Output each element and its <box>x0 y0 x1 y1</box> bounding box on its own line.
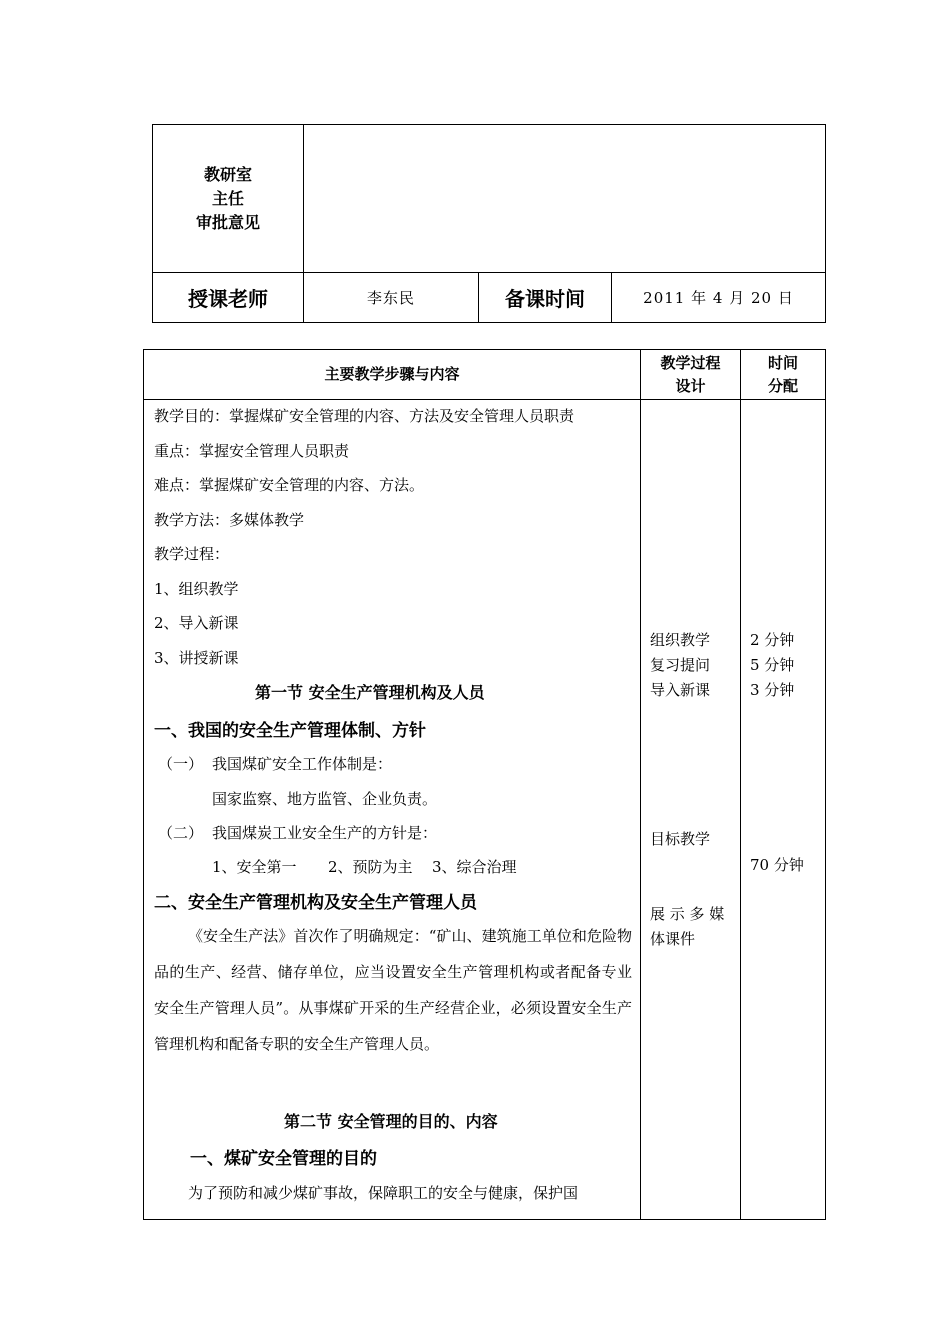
line-difficulty: 难点：掌握煤矿安全管理的内容、方法。 <box>154 476 425 494</box>
principle-1: 1、安全第一 <box>212 858 297 876</box>
time-5-min: 5 分钟 <box>750 656 795 674</box>
sub-2-number: （二） <box>158 824 204 842</box>
approval-table <box>152 124 826 323</box>
heading-3: 一、煤矿安全管理的目的 <box>190 1149 377 1169</box>
approval-opinion-cell[interactable] <box>304 125 826 273</box>
line-step-2: 2、导入新课 <box>154 614 239 632</box>
time-2-min: 2 分钟 <box>750 631 795 649</box>
approval-label-line-2: 主任 <box>211 188 244 208</box>
header-time <box>741 350 826 400</box>
prep-date: 2011 年 4 月 20 日 <box>612 273 826 323</box>
line-goal: 教学目的：掌握煤矿安全管理的内容、方法及安全管理人员职责 <box>154 407 575 425</box>
process-organize: 组织教学 <box>650 631 711 649</box>
process-show-line-2: 体课件 <box>650 930 696 948</box>
time-3-min: 3 分钟 <box>750 681 795 699</box>
approval-label-line-1: 教研室 <box>203 164 252 184</box>
heading-1: 一、我国的安全生产管理体制、方针 <box>154 721 426 741</box>
time-cell <box>741 400 826 1220</box>
line-key: 重点：掌握安全管理人员职责 <box>154 442 350 460</box>
section-1-title: 第一节 安全生产管理机构及人员 <box>255 683 485 702</box>
approval-label-line-3: 审批意见 <box>195 212 260 232</box>
teacher-label: 授课老师 <box>153 273 304 323</box>
teacher-name: 李东民 <box>304 273 479 323</box>
header-process-line-1: 教学过程 <box>660 353 721 372</box>
process-target: 目标教学 <box>650 830 711 848</box>
process-show-line-1: 展 示 多 媒 <box>650 905 725 923</box>
header-process-line-2: 设计 <box>675 376 706 395</box>
sub-1-text: 我国煤矿安全工作体制是： <box>212 755 393 773</box>
sub-2-text: 我国煤炭工业安全生产的方针是： <box>212 824 438 842</box>
header-main: 主要教学步骤与内容 <box>144 350 641 400</box>
section-2-title: 第二节 安全管理的目的、内容 <box>284 1112 498 1131</box>
prep-time-label: 备课时间 <box>479 273 612 323</box>
process-cell <box>641 400 741 1220</box>
process-review: 复习提问 <box>650 656 711 674</box>
sub-1-number: （一） <box>158 755 204 773</box>
sub-1-detail: 国家监察、地方监管、企业负责。 <box>212 790 438 808</box>
paragraph-purpose: 为了预防和减少煤矿事故，保障职工的安全与健康，保护国 <box>188 1184 579 1202</box>
line-step-1: 1、组织教学 <box>154 580 239 598</box>
principle-3: 3、综合治理 <box>432 858 517 876</box>
process-intro: 导入新课 <box>650 681 711 699</box>
header-time-line-2: 分配 <box>767 376 798 395</box>
line-step-3: 3、讲授新课 <box>154 649 239 667</box>
paragraph-safety-law: 《安全生产法》首次作了明确规定：“矿山、建筑施工单位和危险物品的生产、经营、储存单位，应当设置安全生产管理机构或者配备专业安全生产管理人员”。从事煤矿开采的生产经营企业，必须设置安全生产管理机构和配备专职的安全生产管理人员。 <box>154 927 632 1053</box>
heading-2: 二、安全生产管理机构及安全生产管理人员 <box>154 893 477 913</box>
line-method: 教学方法：多媒体教学 <box>154 511 305 529</box>
header-process <box>641 350 741 400</box>
principle-2: 2、预防为主 <box>328 858 413 876</box>
approval-label-cell <box>153 125 304 273</box>
header-time-line-1: 时间 <box>767 353 798 372</box>
time-70-min: 70 分钟 <box>750 856 804 874</box>
line-process: 教学过程： <box>154 545 230 563</box>
